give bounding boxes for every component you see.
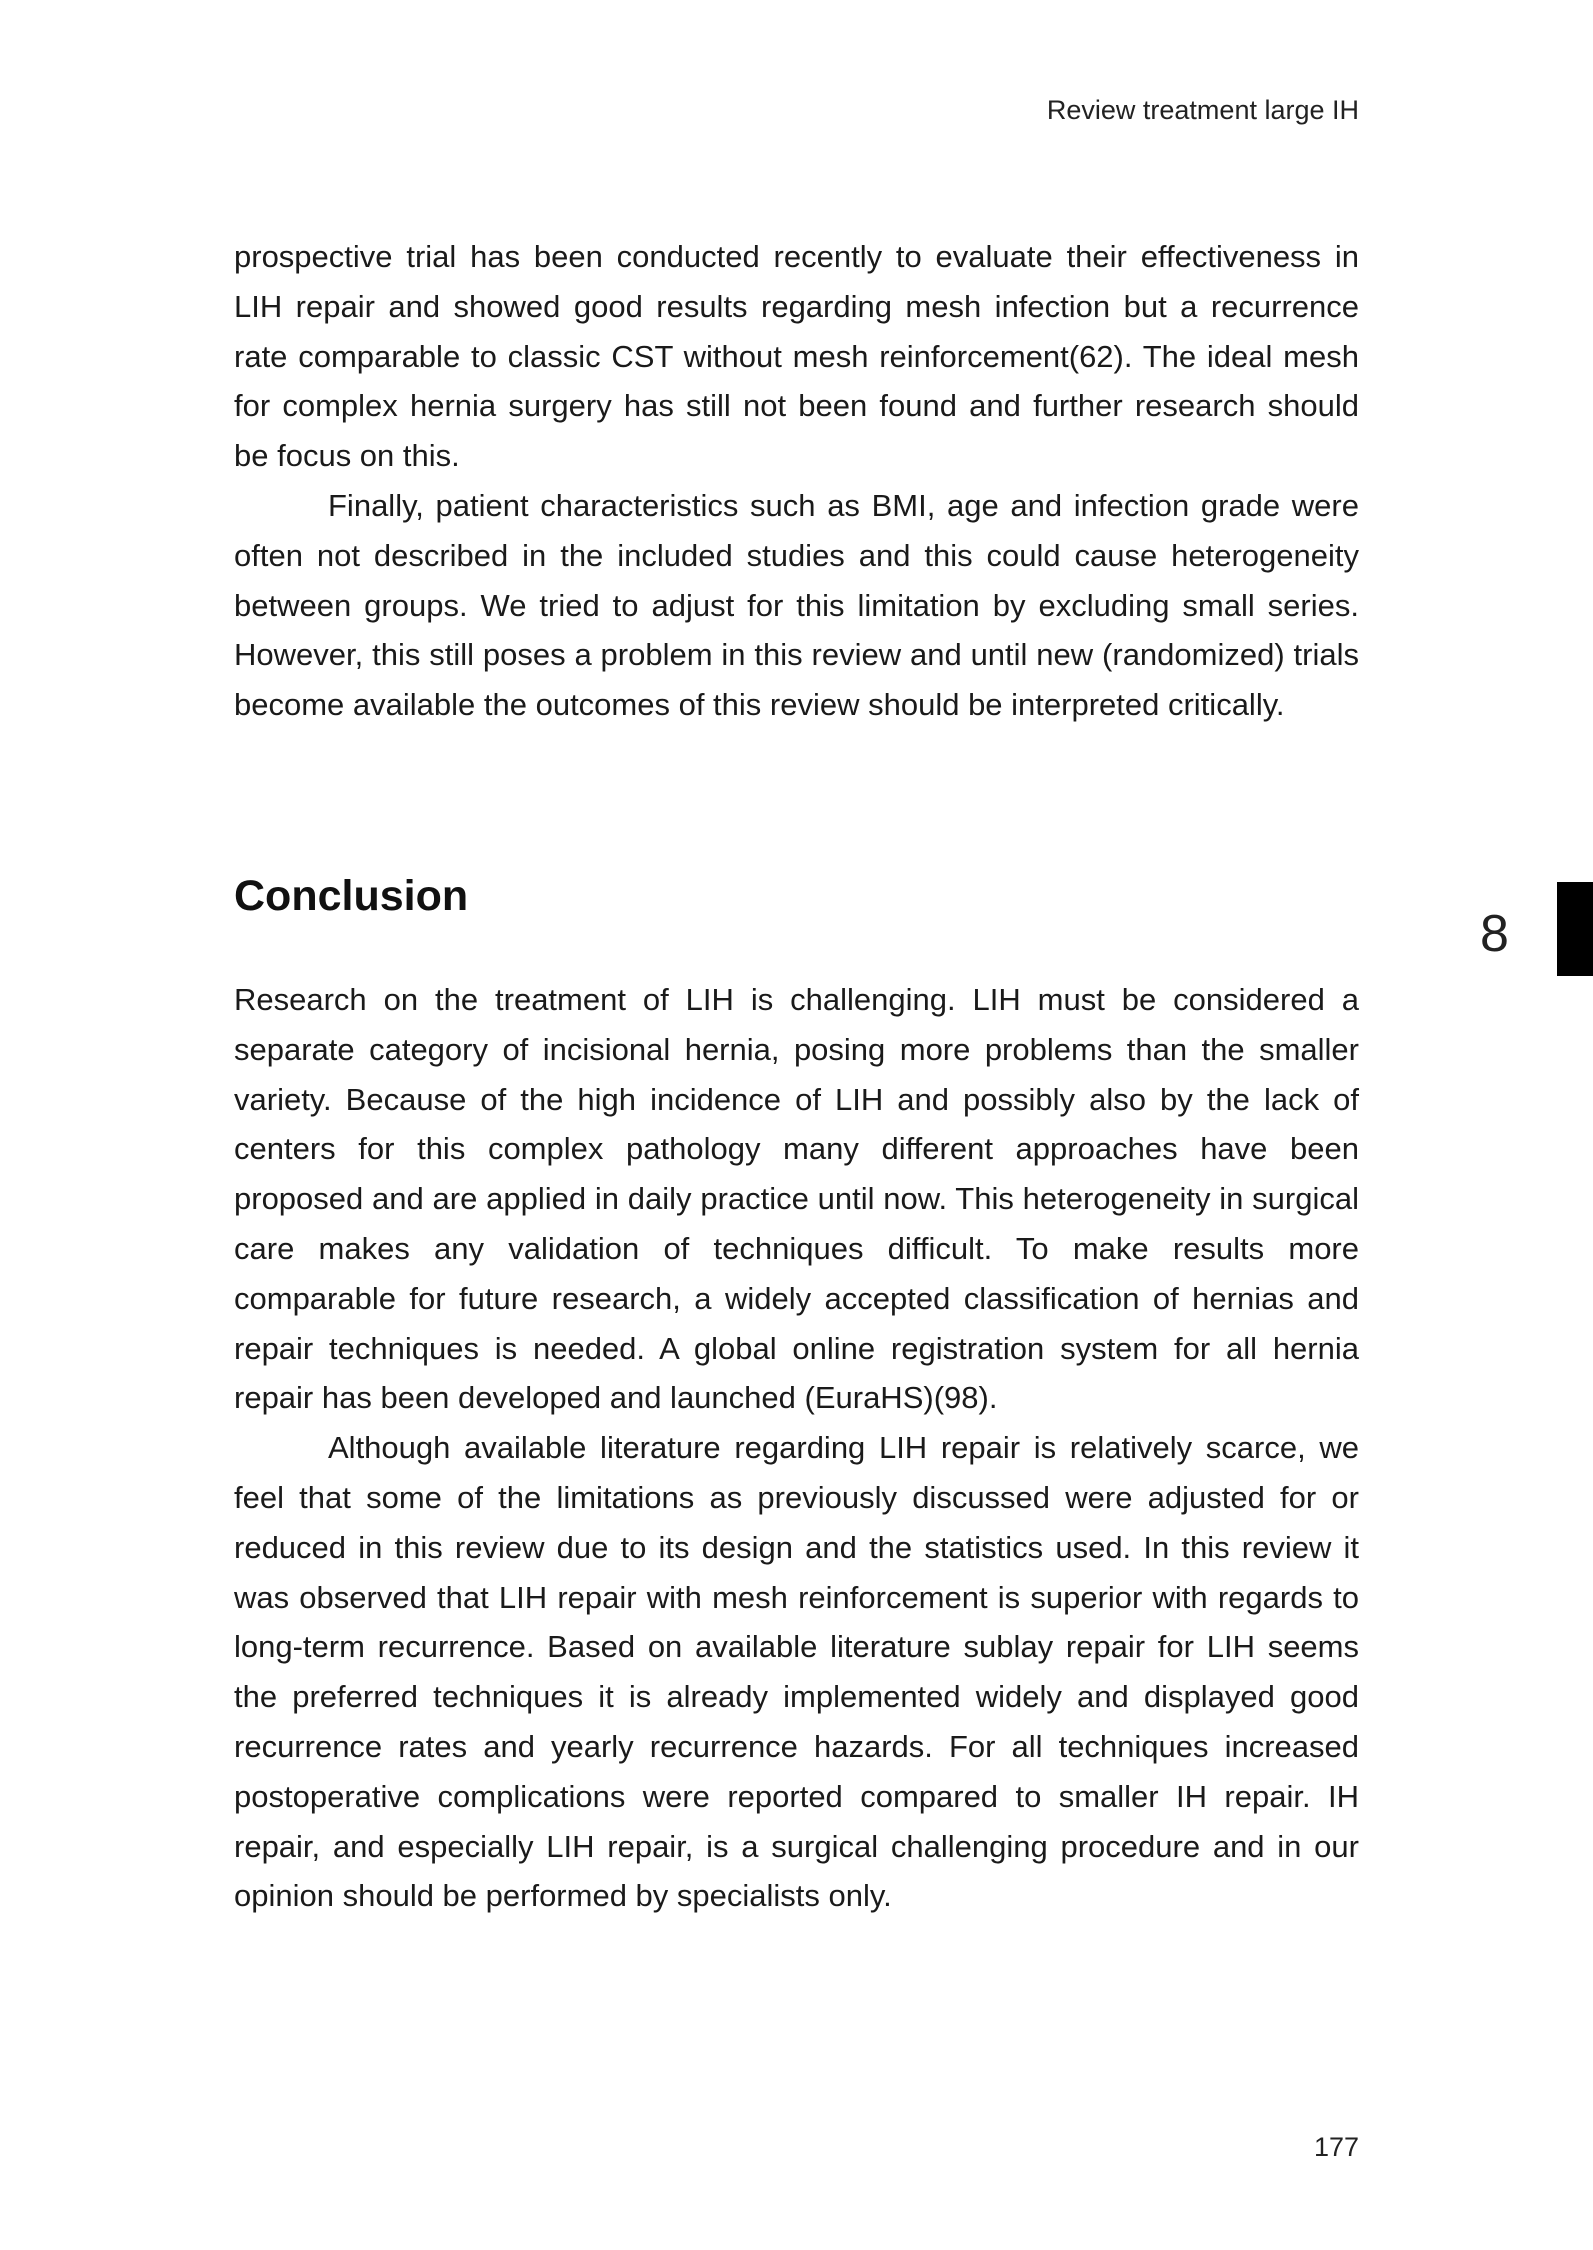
body-text-top <box>234 232 1359 730</box>
chapter-thumb-tab <box>1557 882 1593 976</box>
paragraph: prospective trial has been conducted recently to evaluate their effectiveness in LIH repair and showed good results regarding mesh infection but a recurrence rate comparable to classic CST without mesh reinforcement(62). The ideal mesh for complex hernia surgery has still not been found and further research should be focus on this. <box>234 239 1359 474</box>
paragraph: Although available literature regarding LIH repair is relatively scarce, we feel that some of the limitations as previously discussed were adjusted for or reduced in this review due to its design and the statistics used. In this review it was observed that LIH repair with mesh reinforcement is superior with regards to long-term recurrence. Based on available literature sublay repair for LIH seems the preferred techniques it is already implemented widely and displayed good recurrence rates and yearly recurrence hazards. For all techniques increased postoperative complications were reported compared to smaller IH repair. IH repair, and especially LIH repair, is a surgical challenging procedure and in our opinion should be performed by specialists only. <box>234 1430 1359 1914</box>
paragraph: Research on the treatment of LIH is challenging. LIH must be considered a separate category of incisional hernia, posing more problems than the smaller variety. Because of the high incidence of LIH and possibly also by the lack of centers for this complex pathology many different approaches have been proposed and are applied in daily practice until now. This heterogeneity in surgical care makes any validation of techniques difficult. To make results more comparable for future research, a widely accepted classification of hernias and repair techniques is needed. A global online registration system for all hernia repair has been developed and launched (EuraHS)(98). <box>234 982 1359 1416</box>
page-number: 177 <box>1313 2132 1359 2162</box>
paragraph: Finally, patient characteristics such as BMI, age and infection grade were often not described in the included studies and this could cause heterogeneity between groups. We tried to adjust for this limitation by excluding small series. However, this still poses a problem in this review and until new (randomized) trials become available the outcomes of this review should be interpreted critically. <box>234 487 1359 723</box>
body-text-conclusion <box>234 975 1359 1921</box>
running-header: Review treatment large IH <box>1046 95 1359 125</box>
section-heading-conclusion: Conclusion <box>234 872 469 920</box>
chapter-number: 8 <box>1480 905 1509 963</box>
